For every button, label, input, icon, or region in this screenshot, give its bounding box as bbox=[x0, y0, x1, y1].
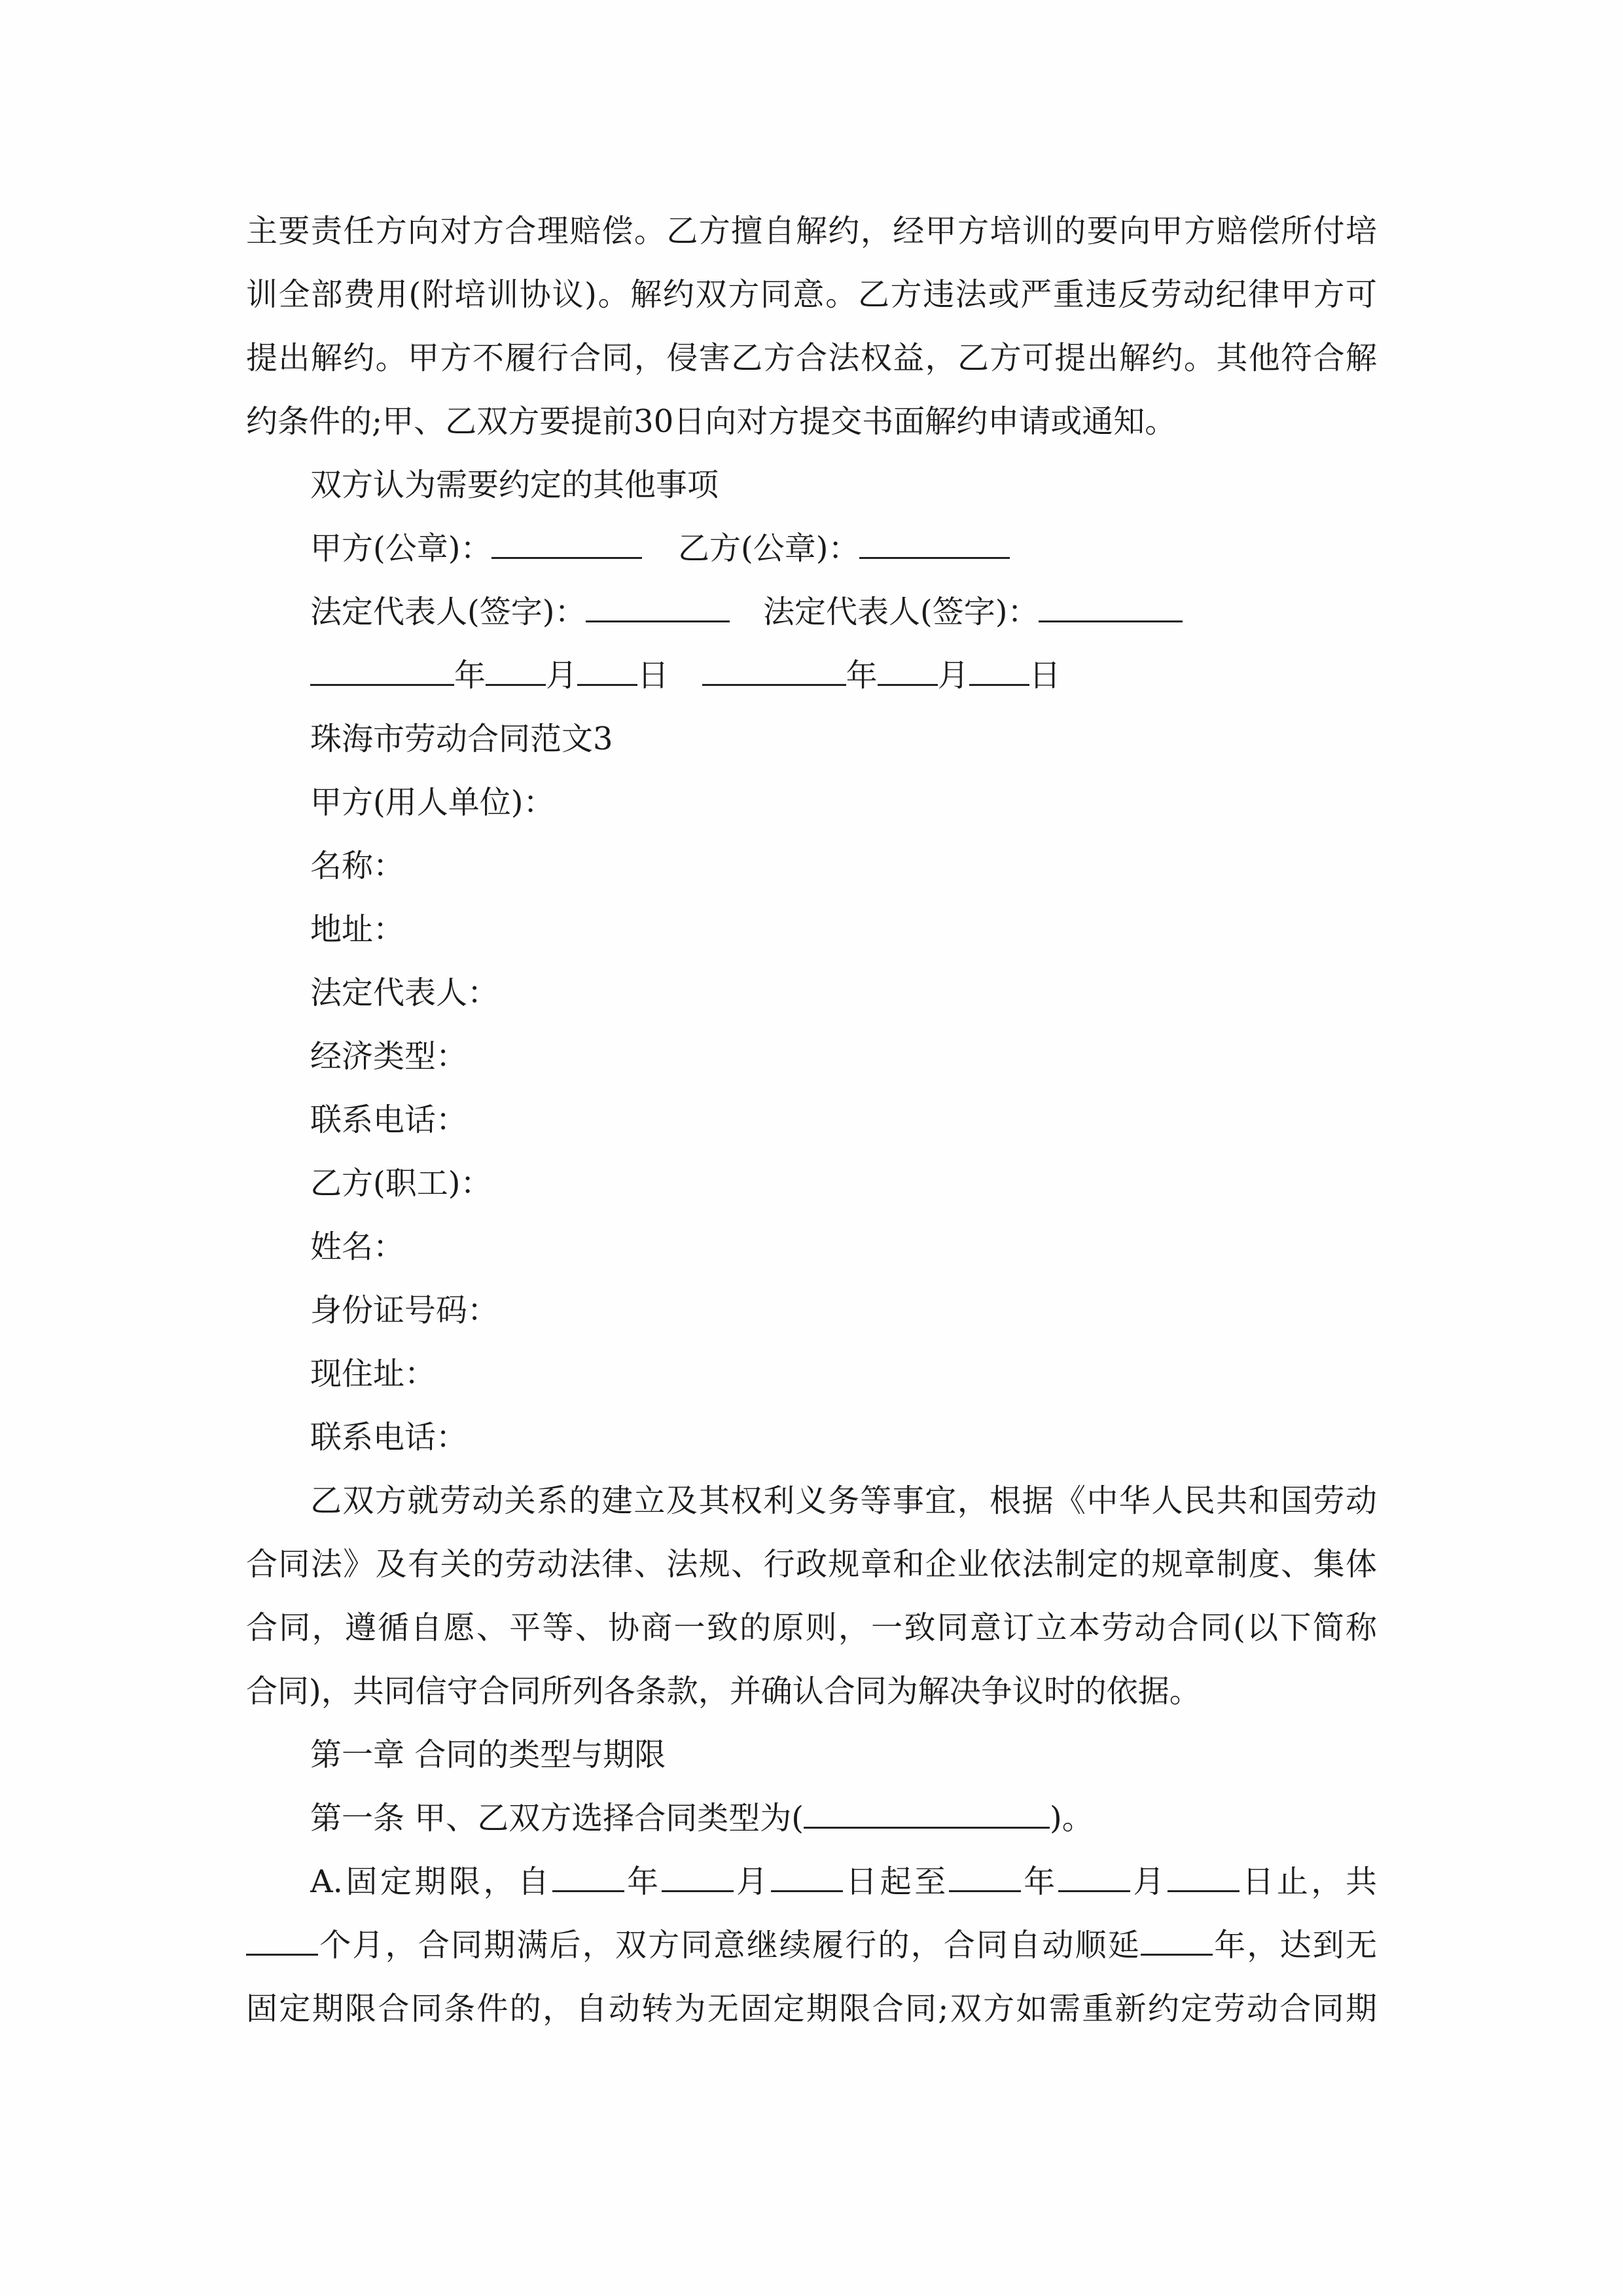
month-label: 月 bbox=[937, 657, 969, 694]
rep-b-label: 法定代表人(签字)： bbox=[763, 594, 1039, 630]
preamble-line: 合同，遵循自愿、平等、协商一致的原则，一致同意订立本劳动合同(以下简称 bbox=[246, 1609, 1377, 1646]
start-month-blank bbox=[662, 1865, 734, 1892]
party-b-name-field: 姓名： bbox=[310, 1229, 405, 1265]
preamble-line: 合同)，共同信守合同所列各条款，并确认合同为解决争议时的依据。 bbox=[246, 1673, 1201, 1710]
article-one-suffix: )。 bbox=[1050, 1800, 1094, 1837]
party-b-seal-label: 乙方(公章)： bbox=[678, 530, 860, 567]
day-blank bbox=[577, 659, 637, 686]
year-blank bbox=[702, 659, 846, 686]
start-year-blank bbox=[552, 1865, 624, 1892]
article-one-line bbox=[310, 1786, 1377, 1850]
rep-a-blank bbox=[586, 596, 730, 622]
section-title: 珠海市劳动合同范文3 bbox=[310, 721, 613, 757]
start-suffix: 日起至 bbox=[842, 1863, 949, 1900]
party-a-address-field: 地址： bbox=[310, 911, 405, 948]
body-text-line: 主要责任方向对方合理赔偿。乙方擅自解约，经甲方培训的要向甲方赔偿所付培 bbox=[246, 213, 1377, 249]
year-label: 年 bbox=[624, 1863, 662, 1900]
body-text-line: 提出解约。甲方不履行合同，侵害乙方合法权益，乙方可提出解约。其他符合解 bbox=[246, 340, 1377, 376]
party-b-id-field: 身份证号码： bbox=[310, 1292, 499, 1329]
other-matters-heading: 双方认为需要约定的其他事项 bbox=[310, 467, 719, 503]
party-a-legal-rep-field: 法定代表人： bbox=[310, 975, 499, 1011]
rep-a-label: 法定代表人(签字)： bbox=[310, 594, 586, 630]
party-a-seal-label: 甲方(公章)： bbox=[310, 530, 492, 567]
months-blank bbox=[246, 1929, 318, 1956]
end-day-blank bbox=[1168, 1865, 1240, 1892]
party-a-name-field: 名称： bbox=[310, 848, 405, 884]
month-blank bbox=[486, 659, 546, 686]
rep-b-blank bbox=[1039, 596, 1183, 622]
representative-line bbox=[310, 580, 1377, 644]
party-a-seal-blank bbox=[491, 532, 642, 559]
start-day-blank bbox=[771, 1865, 843, 1892]
party-a-economic-type-field: 经济类型： bbox=[310, 1038, 468, 1075]
party-b-phone-field: 联系电话： bbox=[310, 1419, 468, 1456]
chapter-heading: 第一章 合同的类型与期限 bbox=[310, 1736, 666, 1773]
months-suffix: 个月，合同期满后，双方同意继续履行的，合同自动顺延 bbox=[318, 1927, 1141, 1964]
month-label: 月 bbox=[733, 1863, 771, 1900]
month-label: 月 bbox=[1130, 1863, 1168, 1900]
end-month-blank bbox=[1058, 1865, 1130, 1892]
day-label: 日 bbox=[1029, 657, 1061, 694]
fixed-term-line bbox=[310, 1850, 1377, 1914]
year-label: 年 bbox=[1020, 1863, 1058, 1900]
party-b-seal-blank bbox=[859, 532, 1010, 559]
body-text-line: 约条件的;甲、乙双方要提前30日向对方提交书面解约申请或通知。 bbox=[246, 403, 1177, 440]
month-blank bbox=[878, 659, 938, 686]
preamble-line: 乙双方就劳动关系的建立及其权利义务等事宜，根据《中华人民共和国劳动 bbox=[310, 1482, 1377, 1519]
party-b-heading: 乙方(职工)： bbox=[310, 1165, 492, 1202]
year-label: 年 bbox=[454, 657, 486, 694]
fixed-term-line: 固定期限合同条件的，自动转为无固定期限合同;双方如需重新约定劳动合同期 bbox=[246, 1990, 1377, 2027]
contract-type-blank bbox=[804, 1802, 1050, 1829]
seal-line bbox=[310, 516, 1377, 581]
fixed-term-line bbox=[246, 1913, 1377, 1977]
party-b-address-field: 现住址： bbox=[310, 1355, 437, 1392]
preamble-line: 合同法》及有关的劳动法律、法规、行政规章和企业依法制定的规章制度、集体 bbox=[246, 1546, 1377, 1583]
year-blank bbox=[310, 659, 454, 686]
article-one-prefix: 第一条 甲、乙双方选择合同类型为( bbox=[310, 1800, 804, 1837]
party-a-heading: 甲方(用人单位)： bbox=[310, 784, 555, 821]
renew-years-blank bbox=[1141, 1929, 1213, 1956]
body-text-line: 训全部费用(附培训协议)。解约双方同意。乙方违法或严重违反劳动纪律甲方可 bbox=[246, 276, 1377, 313]
date-line bbox=[310, 643, 1377, 708]
party-a-phone-field: 联系电话： bbox=[310, 1102, 468, 1138]
day-blank bbox=[969, 659, 1029, 686]
day-label: 日 bbox=[637, 657, 669, 694]
end-suffix: 日止，共 bbox=[1239, 1863, 1377, 1900]
renew-suffix: 年，达到无 bbox=[1213, 1927, 1377, 1964]
end-year-blank bbox=[949, 1865, 1021, 1892]
fixed-term-prefix: A.固定期限，自 bbox=[310, 1863, 552, 1900]
year-label: 年 bbox=[846, 657, 878, 694]
month-label: 月 bbox=[546, 657, 578, 694]
